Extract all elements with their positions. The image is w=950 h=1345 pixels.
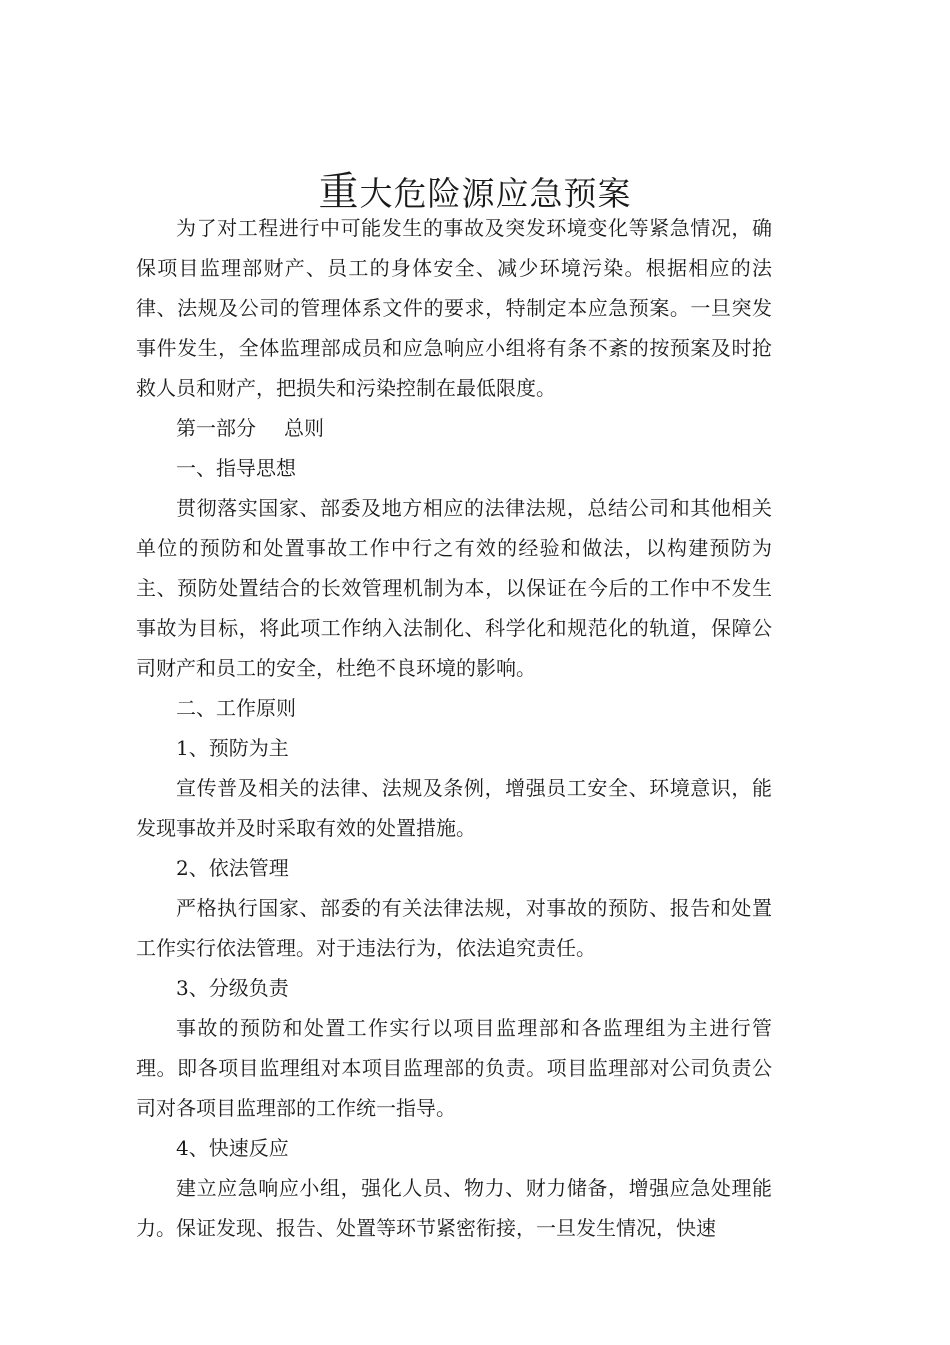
body-paragraph: 宣传普及相关的法律、法规及条例，增强员工安全、环境意识，能发现事故并及时采取有效的处置措施。 bbox=[136, 776, 772, 840]
subsection-heading: 3、分级负责 bbox=[176, 976, 289, 1000]
subsection-heading: 1、预防为主 bbox=[176, 736, 289, 760]
title-first-char: 重 bbox=[318, 169, 360, 215]
part-number: 第一部分 bbox=[176, 416, 256, 440]
body-paragraph: 事故的预防和处置工作实行以项目监理部和各监理组为主进行管理。即各项目监理组对本项目监理部的负责。项目监理部对公司负责公司对各项目监理部的工作统一指导。 bbox=[136, 1016, 772, 1120]
part-name: 总则 bbox=[284, 416, 324, 440]
section-heading: 一、指导思想 bbox=[176, 456, 296, 480]
subsection-heading: 2、依法管理 bbox=[176, 856, 289, 880]
title-rest: 大危险源应急预案 bbox=[359, 174, 632, 213]
document-body bbox=[136, 208, 772, 1248]
body-paragraph: 建立应急响应小组，强化人员、物力、财力储备，增强应急处理能力。保证发现、报告、处置等环节紧密衔接，一旦发生情况，快速 bbox=[136, 1176, 772, 1240]
section-heading: 二、工作原则 bbox=[176, 696, 296, 720]
body-paragraph: 贯彻落实国家、部委及地方相应的法律法规，总结公司和其他相关单位的预防和处置事故工作中行之有效的经验和做法，以构建预防为主、预防处置结合的长效管理机制为本，以保证在今后的工作中不发生事故为目标，将此项工作纳入法制化、科学化和规范化的轨道，保障公司财产和员工的安全，杜绝不良环境的影响。 bbox=[136, 496, 772, 680]
subsection-heading: 4、快速反应 bbox=[176, 1136, 289, 1160]
intro-paragraph: 为了对工程进行中可能发生的事故及突发环境变化等紧急情况，确保项目监理部财产、员工的身体安全、减少环境污染。根据相应的法律、法规及公司的管理体系文件的要求，特制定本应急预案。一旦突发事件发生，全体监理部成员和应急响应小组将有条不紊的按预案及时抢救人员和财产，把损失和污染控制在最低限度。 bbox=[136, 216, 772, 400]
body-paragraph: 严格执行国家、部委的有关法律法规，对事故的预防、报告和处置工作实行依法管理。对于违法行为，依法追究责任。 bbox=[136, 896, 772, 960]
part-heading bbox=[136, 408, 772, 448]
